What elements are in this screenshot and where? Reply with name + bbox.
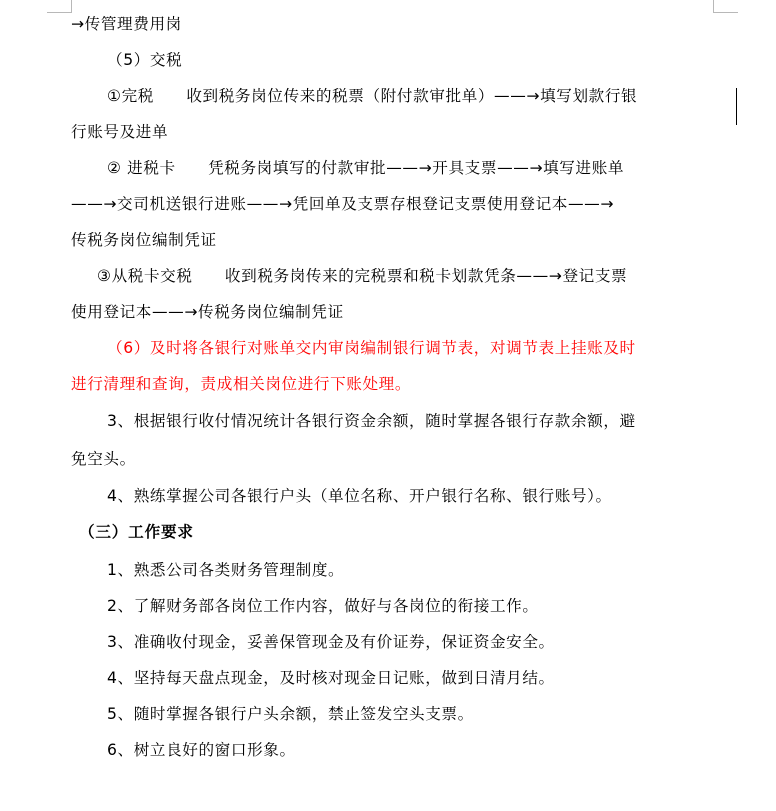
text-line-section-6-cont: 进行清理和查询，责成相关岗位进行下账处理。 <box>71 375 412 393</box>
requirement-item-5: 5、随时掌握各银行户头余额，禁止签发空头支票。 <box>107 705 474 723</box>
text-line-item-1-cont: 行账号及进单 <box>71 123 169 141</box>
requirement-item-6: 6、树立良好的窗口形象。 <box>107 741 296 759</box>
requirement-item-1: 1、熟悉公司各类财务管理制度。 <box>107 561 345 579</box>
text-line-point-3-balances: 3、根据银行收付情况统计各银行资金余额，随时掌握各银行存款余额，避 <box>107 412 636 430</box>
text-line-section-5-tax: （5）交税 <box>107 51 183 69</box>
requirement-item-2: 2、了解财务部各岗位工作内容，做好与各岗位的衔接工作。 <box>107 597 539 615</box>
text-line-point-3-cont: 免空头。 <box>71 450 136 468</box>
page-corner-mark-top-left <box>47 0 72 13</box>
text-line-item-3-tax-card-pay: ③从税卡交税 收到税务岗传来的完税票和税卡划款凭条——→登记支票 <box>97 267 628 285</box>
text-cursor <box>736 88 737 125</box>
requirement-item-4: 4、坚持每天盘点现金，及时核对现金日记账，做到日清月结。 <box>107 669 555 687</box>
text-line-item-2-tax-card: ② 进税卡 凭税务岗填写的付款审批——→开具支票——→填写进账单 <box>107 159 625 177</box>
text-line-point-4-accounts: 4、熟练掌握公司各银行户头（单位名称、开户银行名称、银行账号）。 <box>107 487 612 505</box>
text-line-item-2-cont-2: 传税务岗位编制凭证 <box>71 231 217 249</box>
text-line-section-6-reconciliation: （6）及时将各银行对账单交内审岗编制银行调节表，对调节表上挂账及时 <box>107 339 636 357</box>
text-line-item-3-cont: 使用登记本——→传税务岗位编制凭证 <box>71 303 344 321</box>
text-line-item-1-paid-tax: ①完税 收到税务岗位传来的税票（附付款审批单）——→填写划款行银 <box>107 87 638 105</box>
section-heading-work-requirements: （三）工作要求 <box>79 522 194 541</box>
text-line-item-2-cont: ——→交司机送银行进账——→凭回单及支票存根登记支票使用登记本——→ <box>71 195 615 213</box>
text-line-arrow-admin-post: →传管理费用岗 <box>71 15 182 33</box>
requirement-item-3: 3、准确收付现金，妥善保管现金及有价证券，保证资金安全。 <box>107 633 555 651</box>
page-corner-mark-top-right <box>713 0 738 13</box>
